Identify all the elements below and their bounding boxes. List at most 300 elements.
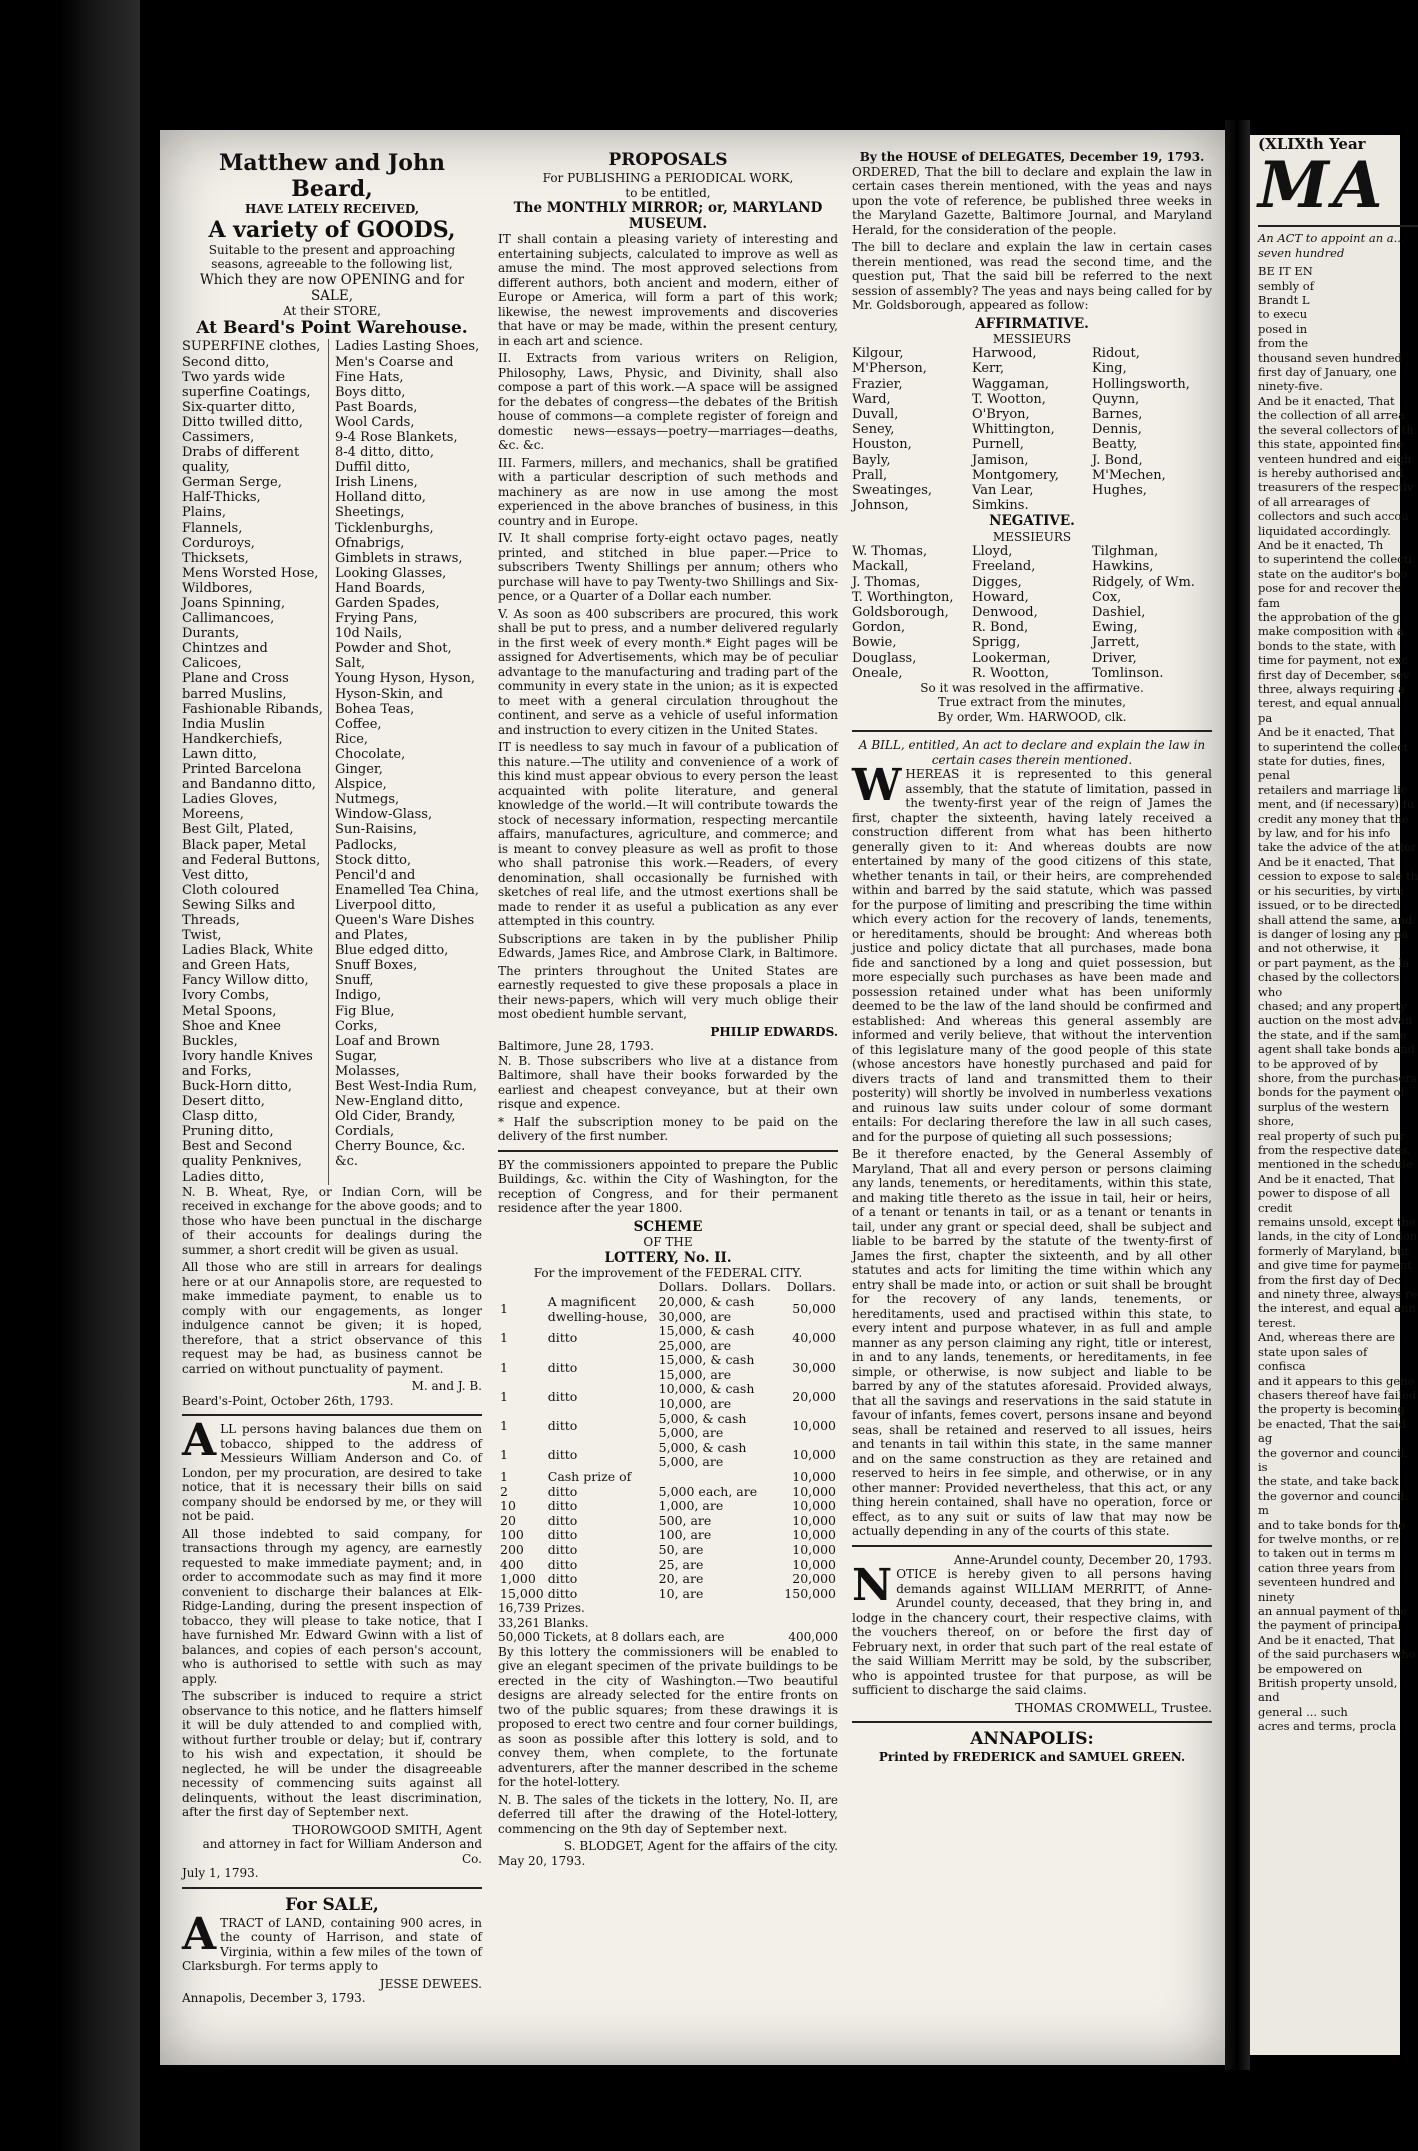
facing-line: an annual payment of the — [1258, 1604, 1407, 1618]
delegate-name: Simkins. — [972, 498, 1029, 514]
delegate-name: W. Thomas, — [852, 544, 928, 560]
goods-right-column — [335, 339, 482, 1184]
goods-item: Ivory handle Knives and Forks, — [182, 1048, 313, 1079]
facing-line: sembly of — [1258, 278, 1314, 293]
table-cell: 15,000 — [500, 1585, 544, 1601]
delegate-name: Howard, — [972, 589, 1029, 605]
lottery-scheme-table — [498, 1280, 838, 1601]
goods-item: Vest ditto, — [182, 867, 249, 883]
facing-line: seventeen hundred and ninety — [1258, 1575, 1396, 1604]
goods-left-column — [182, 339, 329, 1184]
table-row — [498, 1514, 838, 1529]
facing-line: to superintend the collecti — [1258, 552, 1412, 567]
goods-item: Callimancoes, — [182, 611, 275, 627]
merritt-date: Anne-Arundel county, December 20, 1793. — [953, 1552, 1212, 1567]
beard-title: Matthew and John Beard, — [219, 150, 445, 202]
delegate-name: Denwood, — [972, 604, 1038, 620]
delegate-name: Lloyd, — [972, 544, 1013, 560]
facing-line: to superintend the collect — [1258, 739, 1409, 754]
imprint-city: ANNAPOLIS: — [970, 1729, 1094, 1750]
merritt-text: OTICE is hereby given to all persons having demands against WILLIAM MERRITT, of Anne-Arundel county, deceased, that they bring in, and lodge in the chancery court, their respective claims, with the vouchers thereof, on or before the first day of February next, in order that such part of the real estate of the said William Merritt may be sold, by the subscriber, who is appointed trustee for that purpose, as will be sufficient to discharge the said claims. — [852, 1567, 1212, 1698]
delegate-name: Jarrett, — [1092, 635, 1140, 651]
lottery-date: May 20, 1793. — [498, 1853, 586, 1868]
delegate-name: Quynn, — [1092, 391, 1140, 407]
table-cell: 1,000, are — [658, 1498, 724, 1514]
delegate-name: Oneale, — [852, 665, 903, 681]
goods-item: Drabs of different quality, — [182, 445, 300, 476]
facing-line: for twelve months, or re — [1258, 1531, 1400, 1546]
column-header: Dollars. — [721, 1279, 771, 1295]
goods-item: Ofnabrigs, — [335, 535, 405, 551]
table-row — [498, 1382, 838, 1411]
facing-line: issued, or to be directed — [1258, 898, 1401, 913]
table-cell: 50,000 — [792, 1301, 836, 1317]
facing-line: acres and terms, procla — [1258, 1719, 1397, 1734]
table-cell: A magnificent dwelling-house, — [547, 1293, 648, 1324]
delegate-name: Dennis, — [1092, 422, 1142, 438]
facing-line: posed in — [1258, 321, 1308, 336]
goods-item: Hand Boards, — [335, 580, 426, 596]
proposals-p4: IV. It shall comprise forty-eight octavo pages, neatly printed, and stitched in blue paper.—Price to subscribers Twenty Shillings per annum; others who purchase will have to pay Twenty-two Shillings and Six-pence, or a Quarter of a Dollar each number. — [498, 531, 838, 604]
goods-item: Flannels, — [182, 520, 243, 536]
lottery-blanks: 33,261 Blanks. — [498, 1615, 589, 1630]
bill-title: A BILL, entitled, An act to declare and explain the law in certain cases therein mentioned. — [858, 738, 1206, 767]
proposals-h1: PROPOSALS — [608, 150, 728, 170]
goods-item: Plains, — [182, 505, 226, 521]
goods-item: Coffee, — [335, 716, 382, 732]
delegate-name: Ridout, — [1092, 346, 1140, 362]
facing-line: and it appears to this gene — [1258, 1373, 1415, 1388]
facing-line: liquidated accordingly. — [1258, 523, 1391, 538]
sale-date: Annapolis, December 3, 1793. — [182, 1991, 366, 2006]
table-cell: Cash prize of — [547, 1469, 632, 1485]
delegate-name: Bayly, — [852, 452, 891, 468]
facing-line: credit any money that the — [1258, 811, 1409, 826]
facing-line: Brandt L — [1258, 293, 1310, 308]
goods-item: Pruning ditto, — [182, 1124, 274, 1140]
delegate-name: Johnson, — [852, 498, 909, 514]
goods-item: Padlocks, — [335, 837, 398, 853]
goods-item: German Serge, — [182, 475, 282, 491]
table-cell: ditto — [547, 1585, 578, 1601]
facing-lines — [1258, 264, 1418, 1733]
facing-line: surplus of the western shore, — [1258, 1099, 1390, 1129]
facing-line: British property unsold, and — [1258, 1676, 1398, 1705]
table-cell: 1 — [500, 1417, 508, 1433]
table-cell: 1 — [500, 1359, 508, 1375]
lottery-intro: BY the commissioners appointed to prepare the Public Buildings, &c. within the City of Washington, for the reception of Congress, and for their permanent residence after the year 1800. — [498, 1157, 838, 1216]
smith-notice — [182, 1415, 482, 1881]
table-cell: 1 — [500, 1469, 508, 1485]
delegate-name: Lookerman, — [972, 650, 1051, 666]
proposals-nb: N. B. Those subscribers who live at a distance from Baltimore, shall have their books forwarded by the earliest and cheapest conveyance, but at their own risque and expence. — [498, 1053, 838, 1112]
delegate-name: Houston, — [852, 437, 912, 453]
proposals-h4: The MONTHLY MIRROR; or, MARYLAND MUSEUM. — [513, 200, 823, 233]
delegate-name: Driver, — [1092, 650, 1137, 666]
messieurs-label: MESSIEURS — [992, 529, 1072, 544]
goods-item: Alspice, — [335, 777, 387, 793]
goods-item: Indigo, — [335, 988, 382, 1004]
goods-item: Irish Linens, — [335, 475, 418, 491]
delegate-name: J. Bond, — [1092, 452, 1143, 468]
table-cell: 20,000 — [792, 1571, 836, 1587]
table-cell: 1 — [500, 1447, 508, 1463]
delegate-name: Hollingsworth, — [1092, 376, 1190, 392]
facing-line: pose for and recover the fam — [1258, 581, 1402, 610]
table-row — [498, 1441, 838, 1470]
facing-line: make composition with a — [1258, 624, 1404, 639]
goods-item: Ginger, — [335, 762, 383, 778]
table-cell: ditto — [547, 1571, 578, 1587]
goods-item: Joans Spinning, — [182, 596, 286, 611]
delegate-name: Dashiel, — [1092, 604, 1146, 620]
delegate-name: M'Mechen, — [1092, 467, 1166, 483]
delegate-name: Montgomery, — [972, 467, 1059, 483]
delegate-name: Frazier, — [852, 376, 903, 392]
delegate-name: Cox, — [1092, 589, 1122, 605]
delegate-name: Kilgour, — [852, 346, 904, 362]
facing-line: the approbation of the g — [1258, 609, 1400, 624]
facing-act-title: An ACT to appoint an a... seven hundred — [1258, 231, 1405, 260]
goods-item: Wildbores, — [182, 580, 253, 596]
goods-item: Sheetings, — [335, 505, 405, 521]
negative-names — [852, 544, 1212, 681]
goods-item: Shoe and Knee Buckles, — [182, 1018, 281, 1049]
goods-item: Loaf and Brown Sugar, — [335, 1033, 440, 1064]
facing-line: time for payment, not exc — [1258, 653, 1409, 668]
goods-item: Frying Pans, — [335, 611, 418, 627]
delegate-name: Douglass, — [852, 650, 917, 666]
goods-item: Mens Worsted Hose, — [182, 565, 319, 581]
delegates-text: ORDERED, That the bill to declare and explain the law in certain cases therein mentioned, with the yeas and nays upon the vote of reference, be published three weeks in the Maryland Gazette, Baltimore Journal, and Maryland Herald, for the consideration of the people. — [852, 164, 1212, 237]
facing-line: ment, and (if necessary) fu — [1258, 797, 1415, 812]
lottery-h4: For the improvement of the FEDERAL CITY. — [533, 1265, 803, 1280]
table-cell: 200 — [500, 1542, 524, 1557]
facing-line: or part payment, as the la — [1258, 955, 1410, 970]
goods-item: Nutmegs, — [335, 792, 400, 808]
goods-item: Molasses, — [335, 1063, 400, 1079]
table-cell: 10, are — [658, 1585, 704, 1601]
bill-body — [852, 760, 1212, 1539]
table-row — [498, 1499, 838, 1514]
sale-notice — [182, 1908, 482, 2006]
messieurs-label: MESSIEURS — [992, 331, 1072, 346]
facing-line: ninety-five. — [1258, 379, 1323, 394]
bill-dropcap: W — [852, 760, 902, 812]
delegate-name: Barnes, — [1092, 407, 1143, 423]
lottery-signer: S. BLODGET, Agent for the affairs of the city. — [563, 1839, 838, 1854]
facing-line: shore, from the purchasers — [1258, 1070, 1417, 1085]
table-cell: ditto — [547, 1330, 578, 1346]
facing-line: And be it enacted, That — [1258, 393, 1395, 408]
goods-item: Chocolate, — [335, 746, 406, 762]
delegate-name: Whittington, — [972, 422, 1055, 438]
goods-item: Cassimers, — [182, 429, 255, 445]
goods-item: Cherry Bounce, &c. &c. — [335, 1139, 466, 1170]
facing-line: the several collectors of th — [1258, 422, 1414, 437]
facing-line: from the respective dates, — [1258, 1143, 1411, 1157]
lottery-prizes: 16,739 Prizes. — [498, 1601, 585, 1616]
facing-line: be empowered on — [1258, 1661, 1363, 1676]
facing-line: the interest, and equal ann — [1258, 1301, 1416, 1316]
beard-signed: M. and J. B. — [411, 1379, 482, 1394]
facing-line: And be it enacted, Th — [1258, 537, 1384, 552]
goods-item: Ladies Gloves, — [182, 792, 278, 808]
goods-item: Window-Glass, — [335, 807, 433, 823]
by-order: By order, Wm. HARWOOD, clk. — [937, 709, 1127, 724]
facing-page — [1250, 135, 1418, 2055]
goods-item: Thicksets, — [182, 550, 249, 566]
facing-line: And be it enacted, That — [1258, 1632, 1395, 1647]
table-cell: 100 — [500, 1527, 524, 1543]
table-row — [498, 1324, 838, 1353]
facing-line: real property of such pur — [1258, 1128, 1405, 1143]
goods-item: Ladies ditto, — [182, 1169, 265, 1185]
goods-item: Two yards wide superfine Coatings, — [182, 369, 311, 400]
facing-line: terest. — [1258, 1315, 1296, 1330]
table-cell: 15,000, & cash 25,000, are — [658, 1323, 755, 1353]
goods-item: New-England ditto, — [335, 1094, 464, 1110]
sale-dropcap: A — [182, 1908, 217, 1960]
goods-item: Moreens, — [182, 807, 244, 823]
column-3 — [852, 150, 1212, 1765]
facing-line: and give time for payment — [1258, 1258, 1412, 1273]
delegate-name: R. Wootton, — [972, 665, 1049, 681]
table-cell: 500, are — [658, 1512, 712, 1528]
facing-line: the state, and take back — [1258, 1474, 1399, 1489]
facing-line: or his securities, by virtu — [1258, 883, 1404, 898]
table-row — [498, 1412, 838, 1441]
facing-line: shall attend the same, and — [1258, 912, 1413, 927]
column-2 — [498, 150, 838, 1868]
table-cell: 10 — [500, 1498, 516, 1514]
facing-masthead: (XLIXth Year — [1258, 135, 1366, 153]
goods-item: Queen's Ware Dishes and Plates, — [335, 912, 475, 944]
facing-line: take the advice of the attor — [1258, 840, 1417, 855]
beard-suitable: Suitable to the present and approaching seasons, agreeable to the following list, — [208, 242, 456, 271]
facing-line: is danger of losing any pa — [1258, 926, 1409, 941]
goods-item: Half-Thicks, — [182, 490, 261, 506]
delegate-name: Digges, — [972, 574, 1022, 590]
delegates-text-2: The bill to declare and explain the law in certain cases therein mentioned, was read the second time, and the question put, That the said bill be referred to the next session of assembly? The yeas and nays being called for by Mr. Goldsborough, appeared as follow: — [852, 240, 1212, 312]
facing-line: state on the auditor's boo — [1258, 566, 1408, 581]
facing-line: from the — [1258, 336, 1309, 351]
table-cell: 10,000 — [792, 1469, 836, 1485]
goods-item: Buck-Horn ditto, — [182, 1079, 293, 1094]
delegate-name: O'Bryon, — [972, 407, 1030, 423]
delegate-name: Harwood, — [972, 346, 1037, 362]
table-cell: 1 — [500, 1301, 508, 1317]
proposals-p5: V. As soon as 400 subscribers are procured, this work shall be put to press, and a number delivered regularly in the first week of every month.* Eight pages will be assigned for Advertisements, which may be of peculiar advantage to the manufacturing and trading part of the community in every state in the union; as it is expected to meet with a general circulation throughout the continent, and serve as a vehicle of useful information and instruction to every citizen in the United States. — [498, 606, 838, 737]
table-cell: 25, are — [658, 1556, 704, 1572]
delegate-name: Goldsborough, — [852, 604, 949, 620]
goods-item: Cloth coloured Sewing Silks and Threads, — [182, 882, 296, 928]
smith-signer: THOROWGOOD SMITH, Agent — [292, 1822, 482, 1837]
divider — [852, 1721, 1212, 1723]
table-cell: ditto — [547, 1556, 578, 1572]
facing-line: and to take bonds for the — [1258, 1517, 1406, 1532]
facing-line: And, whereas there are — [1258, 1330, 1396, 1345]
table-row — [498, 1572, 838, 1587]
facing-line: to taken out in terms m — [1258, 1546, 1396, 1561]
facing-line: terest, and equal annual pa — [1258, 696, 1401, 725]
facing-line: to execu — [1258, 307, 1308, 322]
delegate-name: T. Wootton, — [972, 391, 1046, 407]
smith-text-3: The subscriber is induced to require a strict observance to this notice, and he flatters himself it will be duly attended to and complied with, without further trouble or delay; but if, contrary to his wish and expectation, it should be neglected, he will be under the disagreeable necessity of commencing suits against all delinquents, without the least discrimination, after the first day of September next. — [182, 1689, 482, 1820]
facing-line: from the first day of Dec — [1258, 1272, 1401, 1287]
delegate-name: King, — [1092, 361, 1127, 377]
goods-item: 9-4 Rose Blankets, — [335, 429, 458, 445]
goods-item: Desert ditto, — [182, 1094, 265, 1110]
proposals-date: Baltimore, June 28, 1793. — [498, 1039, 654, 1054]
goods-item: Six-quarter ditto, — [182, 399, 296, 415]
facing-line: bonds for the payment of — [1258, 1085, 1405, 1100]
beard-warehouse: At Beard's Point Warehouse. — [196, 318, 468, 339]
goods-item: Durants, — [182, 626, 240, 642]
lottery-tickets-label: 50,000 Tickets, at 8 dollars each, are — [498, 1630, 725, 1645]
resolved-text: So it was resolved in the affirmative. — [920, 680, 1144, 695]
facing-line: BE IT EN — [1258, 264, 1313, 279]
goods-item: Stock ditto, — [335, 852, 412, 868]
facing-line: power to dispose of all credit — [1258, 1186, 1390, 1215]
table-cell: ditto — [547, 1542, 578, 1557]
delegate-name: J. Thomas, — [852, 574, 921, 590]
goods-item: Pencil'd and Enamelled Tea China, — [335, 867, 480, 898]
table-cell: 5,000, & cash 5,000, are — [658, 1410, 747, 1441]
facing-line: the collection of all arrea — [1258, 408, 1405, 423]
goods-item: Gimblets in straws, — [335, 550, 463, 566]
goods-item: Corks, — [335, 1018, 378, 1034]
negative-heading: NEGATIVE. — [989, 513, 1075, 530]
table-row — [498, 1587, 838, 1602]
smith-signer-2: and attorney in fact for William Anderson and Co. — [202, 1837, 482, 1866]
goods-item: Ivory Combs, — [182, 988, 270, 1004]
facing-page-text — [1258, 135, 1418, 1734]
smith-text-2: All those indebted to said company, for transactions through my agency, are earnestly requested to make immediate payment; and, in order to accommodate such as may find it more convenient to discharge their balances at Elk-Ridge-Landing, during the present inspection of tobacco, they will please to take notice, that I have furnished Mr. Edward Gwinn with a list of balances, and copies of each person's account, who is authorised to settle with such as may apply. — [182, 1526, 482, 1686]
goods-item: Salt, — [335, 656, 366, 672]
delegate-name: T. Worthington, — [852, 589, 954, 605]
goods-item: Chintzes and Calicoes, — [182, 641, 268, 672]
goods-item: Fashionable Ribands, — [182, 701, 323, 717]
merritt-signer: THOMAS CROMWELL, Trustee. — [1015, 1700, 1212, 1715]
beard-arrears: All those who are still in arrears for dealings here or at our Annapolis store, are requested to make immediate payment, to enable us to comply with our engagements, as longer indulgence cannot be given; it is hoped, therefore, that a strict observance of this request may be had, as business cannot be carried on without punctuality of payment. — [182, 1260, 482, 1376]
goods-item: Metal Spoons, — [182, 1003, 277, 1019]
sale-heading: For SALE, — [285, 1894, 379, 1915]
facing-line: the property is becoming — [1258, 1402, 1405, 1417]
table-cell: 50, are — [658, 1542, 704, 1557]
sale-signer: JESSE DEWEES. — [379, 1976, 482, 1991]
facing-line: retailers and marriage lic — [1258, 782, 1408, 797]
goods-item: Ticklenburghs, — [335, 520, 434, 536]
column-1 — [182, 150, 482, 2006]
goods-item: Powder and Shot, — [335, 641, 452, 657]
goods-item: Twist, — [182, 928, 222, 944]
table-cell: ditto — [547, 1417, 578, 1433]
table-cell: ditto — [547, 1483, 578, 1499]
facing-line: chased by the collectors who — [1258, 970, 1400, 999]
facing-line: first day of December, sev — [1258, 667, 1410, 682]
facing-line: mentioned in the schedule — [1258, 1157, 1413, 1172]
table-cell: 10,000 — [792, 1483, 836, 1499]
beard-nb: N. B. Wheat, Rye, or Indian Corn, will be received in exchange for the above goods; and to those who have been punctual in the discharge of their accounts for dealings during the summer, a short credit will be given as usual. — [182, 1184, 482, 1257]
facing-line: first day of January, one — [1258, 365, 1397, 380]
table-row — [498, 1558, 838, 1573]
facing-line: auction on the most advan — [1258, 1013, 1413, 1028]
table-cell: 20,000, & cash 30,000, are — [658, 1293, 755, 1324]
bill-p1: HEREAS it is represented to this general assembly, that the statute of limitation, passed in the twenty-first year of the reign of James the first, chapter the sixteenth, having lately received a construction different from what has been hitherto generally given to it: And whereas doubts are now entertained by many of the good citizens of this state, whether tenants in tail, or their heirs, are comprehended within and barred by the said statute, which was passed for the purpose of limiting and prescribing the time within which every action for the recovery of lands, tenements, or hereditaments, should be brought: And whereas both justice and policy dictate that all purchases, made bona fide and sanctioned by a long and quiet possession, but more especially such purchases as have been made and possession retained under what has been uniformly deemed to be the law of the land should be confirmed and established: And whereas this general assembly are informed and verily believe, that without the intervention of this legislature many of the good people of this state (whose ancestors have honestly purchased and paid for divers tracts of land and transmitted them to their posterity) will shortly be involved in numberless vexations and ruinous law suits under colour of some dormant entails: For declaring therefore the law in all such cases, and for the purpose of quieting all such possessions; — [852, 767, 1212, 1144]
table-cell: 10,000 — [792, 1542, 836, 1557]
beard-opening: Which they are now OPENING and for SALE, — [199, 271, 465, 304]
goods-item: Cordials, — [335, 1124, 395, 1140]
table-cell: 5,000 each, are — [658, 1483, 758, 1499]
delegate-name: M'Pherson, — [852, 361, 927, 377]
divider — [182, 1887, 482, 1889]
facing-line: of all arrearages of — [1258, 494, 1370, 509]
facing-title: MA — [1258, 148, 1387, 224]
delegates-heading: By the HOUSE of DELEGATES, December 19, 1793. — [859, 150, 1205, 164]
table-cell — [657, 1470, 783, 1485]
proposals-h2: For PUBLISHING a PERIODICAL WORK, — [542, 171, 794, 185]
goods-item: Old Cider, Brandy, — [335, 1109, 456, 1125]
facing-line: the governor and council, m — [1258, 1488, 1408, 1518]
proposals-p1: IT shall contain a pleasing variety of interesting and entertaining subjects, calculated to improve as well as amuse the mind. The most approved selections from different authors, both ancient and modern, either of Europe or America, will form a part of this work; likewise, the newest improvements and discoveries that have or may be made, within the present century, in each art and science. — [498, 232, 838, 348]
delegate-name: R. Bond, — [972, 620, 1029, 636]
smith-date: July 1, 1793. — [182, 1866, 259, 1881]
delegate-name: Mackall, — [852, 559, 909, 575]
facing-line: be enacted, That the said ag — [1258, 1416, 1406, 1446]
divider — [852, 1545, 1212, 1547]
goods-item: 10d Nails, — [335, 626, 403, 642]
table-cell: 10,000 — [792, 1417, 836, 1433]
affirmative-names — [852, 346, 1212, 513]
table-cell: ditto — [547, 1388, 578, 1404]
table-cell: 10,000 — [792, 1512, 836, 1528]
delegate-name: Beatty, — [1092, 437, 1138, 453]
goods-item: Garden Spades, — [335, 596, 440, 611]
goods-item: Best West-India Rum, — [335, 1079, 478, 1094]
facing-line: thousand seven hundred — [1258, 350, 1402, 365]
goods-item: Printed Barcelona and Bandanno ditto, — [182, 762, 316, 793]
table-cell: 1,000 — [500, 1571, 536, 1587]
goods-item: Blue edged ditto, — [335, 943, 449, 959]
goods-item: Ladies Lasting Shoes, — [335, 339, 480, 355]
table-cell: 1 — [500, 1388, 508, 1404]
delegate-name: Seney, — [852, 422, 895, 438]
facing-line: state for duties, fines, penal — [1258, 754, 1386, 783]
goods-item: Snuff, — [335, 973, 374, 989]
proposals-p6: IT is needless to say much in favour of a publication of this nature.—The utility and convenience of a work of this kind must appear obvious to every person the least acquainted with polite literature, and general knowledge of the world.—It will contribute towards the stock of necessary information, respecting mercantile affairs, manufactures, agriculture, and commerce; and is meant to convey pleasure as well as profit to those who shall patronise this work.—Readers, of every denomination, shall occasionally be furnished with sketches of real life, and the utmost exertions shall be made to render it as useful a publication as any ever attempted in this country. — [498, 740, 838, 929]
goods-item: Best Gilt, Plated, Black paper, Metal and Federal Buttons, — [182, 822, 321, 868]
goods-item: Sun-Raisins, — [335, 822, 418, 838]
delegate-name: Sweatinges, — [852, 483, 933, 499]
table-cell: 2 — [500, 1483, 508, 1499]
goods-item: Best and Second quality Penknives, — [182, 1139, 302, 1170]
table-header-row — [498, 1280, 838, 1295]
proposals-h3: to be entitled, — [625, 185, 711, 200]
table-cell: ditto — [547, 1359, 578, 1375]
beard-received: HAVE LATELY RECEIVED, — [244, 202, 420, 216]
proposals-p8: The printers throughout the United States are earnestly requested to give these proposals a place in their news-papers, which will very much oblige their most obedient humble servant, — [498, 963, 838, 1022]
facing-line: to be approved of by — [1258, 1056, 1379, 1071]
goods-item: Plane and Cross barred Muslins, — [182, 671, 289, 702]
lottery-tickets — [498, 1630, 838, 1645]
table-cell: 400 — [500, 1556, 524, 1572]
merritt-notice — [852, 1560, 1212, 1715]
table-cell: 10,000 — [792, 1447, 836, 1463]
goods-item: Liverpool ditto, — [335, 897, 437, 913]
lottery-text: By this lottery the commissioners will be enabled to give an elegant specimen of the private buildings to be erected in the city of Washington.—Two beautiful designs are already selected for the entire fronts on two of the public squares; from these drawings it is proposed to erect two centre and four corner buildings, as soon as possible after this lottery is sold, and to convey them, when complete, to the fortunate adventurers, after the manner described in the scheme for the hotel-lottery. — [498, 1644, 838, 1790]
merritt-dropcap: N — [852, 1560, 893, 1612]
